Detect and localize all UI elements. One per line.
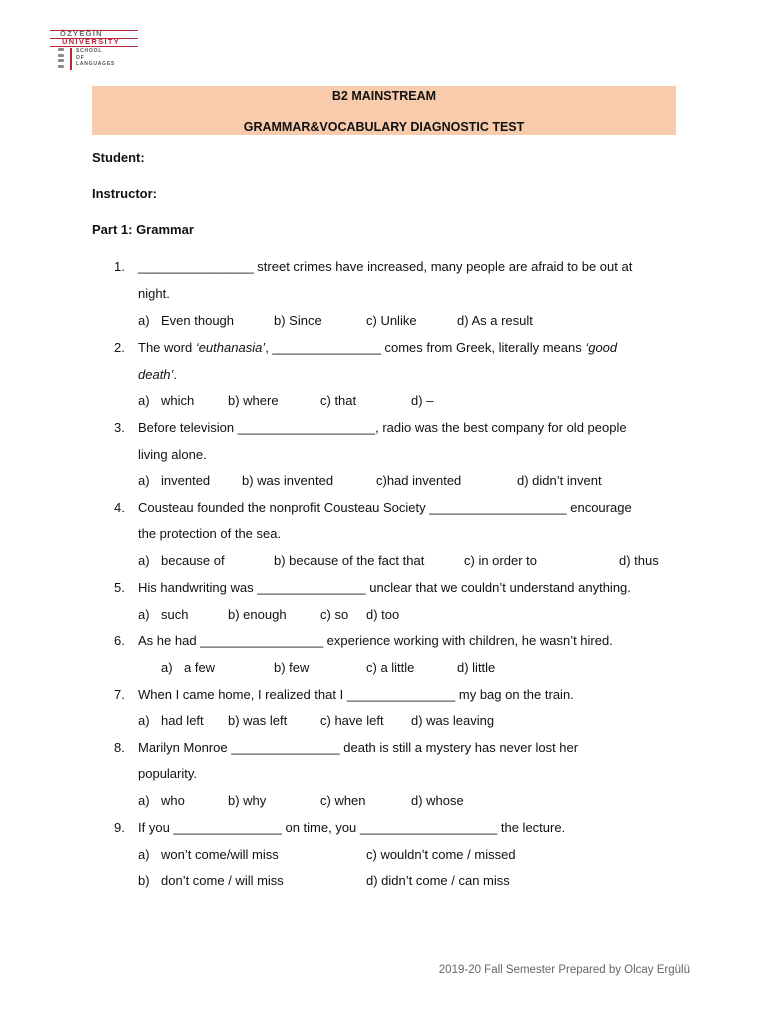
logo-school-line: OF xyxy=(76,54,85,61)
page-footer: 2019-20 Fall Semester Prepared by Olcay Ergülü xyxy=(438,964,690,976)
question-text-cont xyxy=(138,367,177,382)
question-number: 8. xyxy=(114,740,125,755)
option-letter: a) xyxy=(138,313,150,328)
question-number: 1. xyxy=(114,259,125,274)
university-logo xyxy=(50,28,142,72)
option-d: d) whose xyxy=(411,793,464,808)
test-level: B2 MAINSTREAM xyxy=(331,89,437,103)
question-number: 6. xyxy=(114,633,125,648)
question-text-cont: the protection of the sea. xyxy=(138,526,282,541)
option-a: such xyxy=(161,607,189,622)
option-c: c) a little xyxy=(366,660,415,675)
option-a: invented xyxy=(161,473,211,488)
option-a: had left xyxy=(161,713,204,728)
question-number: 3. xyxy=(114,420,125,435)
question-number: 7. xyxy=(114,687,125,702)
option-d: d) thus xyxy=(619,553,659,568)
option-b: don’t come / will miss xyxy=(161,873,284,888)
question-text-cont: popularity. xyxy=(138,766,198,781)
option-d: d) was leaving xyxy=(411,713,495,728)
question-number: 4. xyxy=(114,500,125,515)
question-text: When I came home, I realized that I _______________ my bag on the train. xyxy=(138,687,574,702)
logo-divider xyxy=(70,48,72,70)
option-a: won’t come/will miss xyxy=(161,847,279,862)
option-d: d) didn’t invent xyxy=(517,473,602,488)
question-text: ________________ street crimes have increased, many people are afraid to be out at xyxy=(138,259,633,274)
question-number: 9. xyxy=(114,820,125,835)
option-letter: a) xyxy=(138,473,150,488)
option-c: c) have left xyxy=(320,713,384,728)
option-d: d) – xyxy=(411,393,434,408)
option-c: c) that xyxy=(320,393,357,408)
option-letter: a) xyxy=(138,847,150,862)
option-c: c) in order to xyxy=(464,553,537,568)
text-part: . xyxy=(173,367,178,382)
option-a: a few xyxy=(184,660,216,675)
question-number: 5. xyxy=(114,580,125,595)
logo-school xyxy=(76,48,115,68)
logo-seal-icon xyxy=(58,48,64,68)
question-text xyxy=(138,340,617,355)
question-text-cont: living alone. xyxy=(138,447,207,462)
option-d: d) As a result xyxy=(457,313,533,328)
test-title: GRAMMAR&VOCABULARY DIAGNOSTIC TEST xyxy=(243,120,525,134)
option-letter: a) xyxy=(138,553,150,568)
option-letter: a) xyxy=(138,607,150,622)
option-d: d) too xyxy=(366,607,400,622)
question-text: His handwriting was _______________ unclear that we couldn’t understand anything. xyxy=(138,580,631,595)
question-number: 2. xyxy=(114,340,125,355)
question-text: Marilyn Monroe _______________ death is still a mystery has never lost her xyxy=(138,740,579,755)
option-a: Even though xyxy=(161,313,235,328)
text-part: , _______________ comes from Greek, literally means xyxy=(265,340,586,355)
question-text-cont: night. xyxy=(138,286,170,301)
part-title: Part 1: Grammar xyxy=(92,222,194,237)
option-a: which xyxy=(161,393,195,408)
option-a: because of xyxy=(161,553,225,568)
question-text: If you _______________ on time, you ___________________ the lecture. xyxy=(138,820,566,835)
option-b: b) was invented xyxy=(242,473,334,488)
option-b: b) where xyxy=(228,393,279,408)
test-header xyxy=(92,86,676,135)
option-c: c) when xyxy=(320,793,366,808)
option-d: d) didn’t come / can miss xyxy=(366,873,510,888)
option-a: who xyxy=(161,793,185,808)
option-b: b) enough xyxy=(228,607,287,622)
question-text: As he had _________________ experience working with children, he wasn’t hired. xyxy=(138,633,613,648)
option-d: d) little xyxy=(457,660,496,675)
option-b: b) why xyxy=(228,793,267,808)
option-b: b) because of the fact that xyxy=(274,553,425,568)
logo-rule-bottom xyxy=(50,46,138,47)
option-b: b) was left xyxy=(228,713,288,728)
instructor-field: Instructor: xyxy=(92,186,157,201)
italic-term: ‘good xyxy=(585,340,618,355)
student-field: Student: xyxy=(92,150,145,165)
option-b: b) Since xyxy=(274,313,322,328)
option-b: b) few xyxy=(274,660,310,675)
option-letter: a) xyxy=(138,793,150,808)
text-part: The word xyxy=(138,340,196,355)
option-c: c) wouldn’t come / missed xyxy=(366,847,516,862)
option-letter: b) xyxy=(138,873,150,888)
italic-term: death’ xyxy=(138,367,174,382)
option-letter: a) xyxy=(161,660,173,675)
option-c: c) so xyxy=(320,607,349,622)
question-text: Cousteau founded the nonprofit Cousteau Society ___________________ encourage xyxy=(138,500,632,515)
logo-university: UNIVERSITY xyxy=(62,37,121,46)
option-letter: a) xyxy=(138,393,150,408)
logo-name: ÖZYEĞİN xyxy=(60,29,103,38)
question-text: Before television ___________________, radio was the best company for old people xyxy=(138,420,627,435)
option-c: c) Unlike xyxy=(366,313,417,328)
logo-school-line: LANGUAGES xyxy=(76,61,116,67)
italic-term: ‘euthanasia’ xyxy=(195,340,266,355)
option-letter: a) xyxy=(138,713,150,728)
logo-school-line: SCHOOL xyxy=(76,48,103,54)
option-c: c)had invented xyxy=(376,473,462,488)
